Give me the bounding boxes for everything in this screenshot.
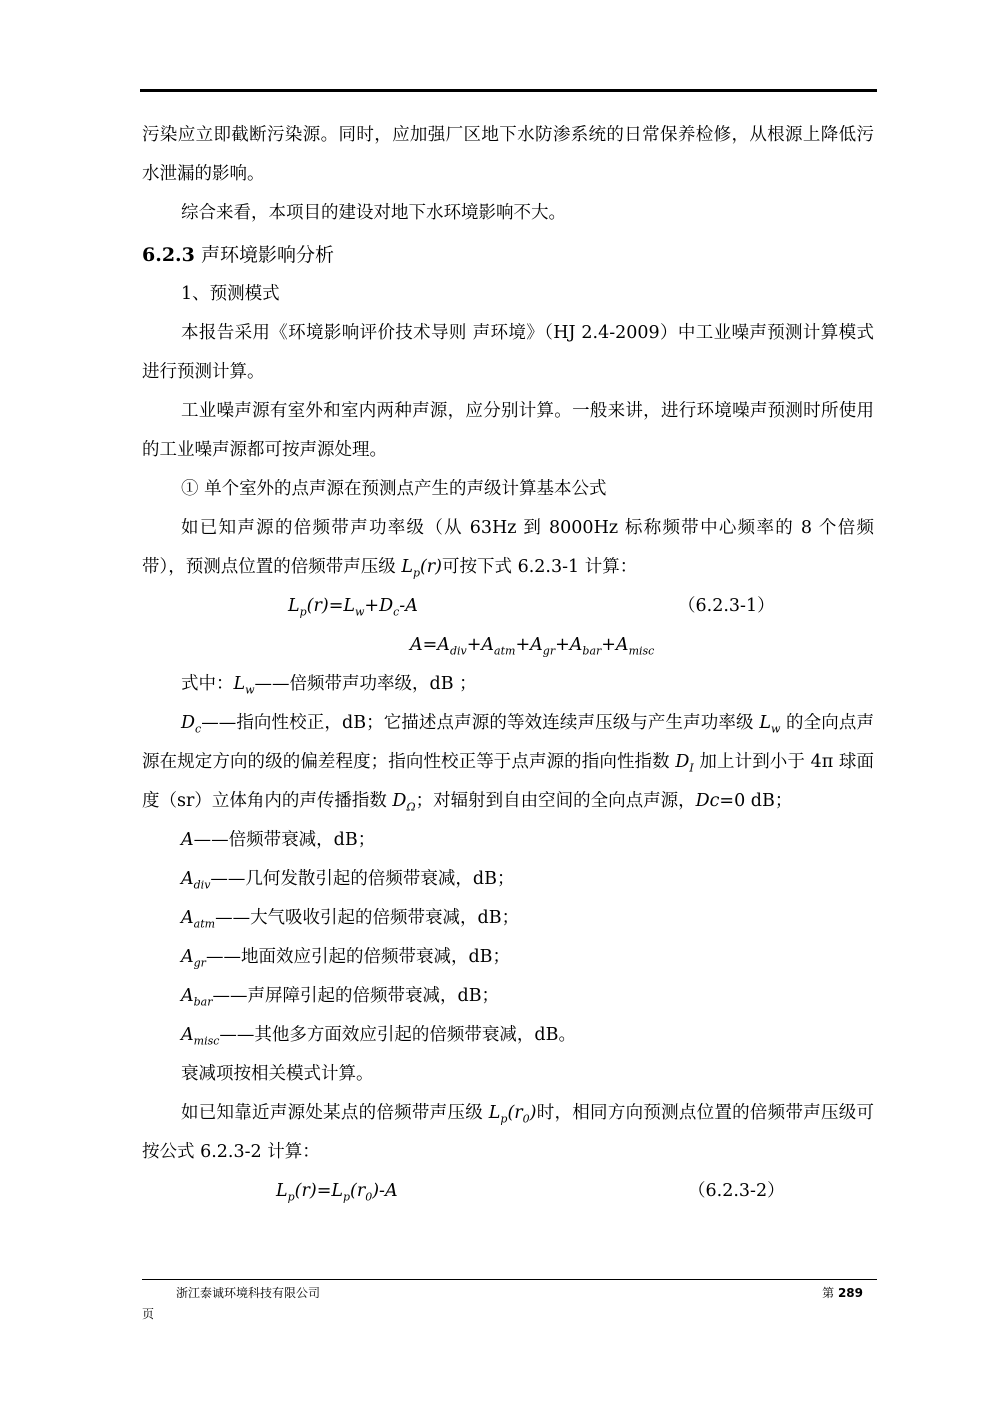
paragraph-method: 本报告采用《环境影响评价技术导则 声环境》（HJ 2.4-2009）中工业噪声预测计算模式进行预测计算。 bbox=[142, 323, 874, 382]
section-heading bbox=[142, 235, 874, 275]
definition-agr: $A_{gr}——$地面效应引起的倍频带衰减，dB； bbox=[181, 947, 511, 970]
equation-2 bbox=[142, 1172, 874, 1211]
equation-1-formula: $L_p(r)=L_w+D_c-A$ bbox=[288, 596, 418, 619]
definition-adiv: $A_{div}——$几何发散引起的倍频带衰减，dB； bbox=[181, 869, 515, 892]
paragraph-sources: 工业噪声源有室外和室内两种声源，应分别计算。一般来讲，进行环境噪声预测时所使用的工业噪声源都可按声源处理。 bbox=[142, 401, 874, 460]
paragraph-octave: 如已知声源的倍频带声功率级（从 63Hz 到 8000Hz 标称频带中心频率的 8 个倍频带），预测点位置的倍频带声压级 $L_p(r)$可按下式 6.2.3-1 计算： bbox=[142, 518, 874, 580]
paragraph-summary: 综合来看，本项目的建设对地下水环境影响不大。 bbox=[181, 203, 566, 223]
equation-attenuation-formula: $A=A_{div}+A_{atm}+A_{gr}+A_{bar}+A_{misc}$ bbox=[410, 635, 655, 658]
header-rule bbox=[140, 89, 877, 92]
definition-amisc: $A_{misc}——$其他多方面效应引起的倍频带衰减，dB。 bbox=[181, 1025, 576, 1048]
subheading-formula: ① 单个室外的点声源在预测点产生的声级计算基本公式 bbox=[181, 479, 607, 499]
section-number: 6.2.3 bbox=[142, 244, 195, 266]
definition-dc: $D_c——$指向性校正，dB；它描述点声源的等效连续声压级与产生声功率级 $L_w$ 的全向点声源在规定方向的级的偏差程度；指向性校正等于点声源的指向性指数 $D_I$ 加上计到小于 4π 球面度（sr）立体角内的声传播指数 $D_\Omega$；对辐射到自由空间的全向点声源，Dc=0 dB； bbox=[142, 713, 875, 814]
document-body bbox=[142, 116, 874, 1211]
definition-aatm: $A_{atm}——$大气吸收引起的倍频带衰减，dB； bbox=[181, 908, 520, 931]
equation-1 bbox=[142, 587, 874, 626]
footer-page-suffix: 页 bbox=[142, 1307, 155, 1321]
equation-attenuation bbox=[142, 626, 874, 665]
item-heading: 1、预测模式 bbox=[181, 284, 280, 304]
section-title: 声环境影响分析 bbox=[200, 244, 334, 266]
footer-page-number: 第 289 bbox=[822, 1286, 863, 1300]
definition-lw: 式中：$L_w——$倍频带声功率级，dB ； bbox=[181, 674, 477, 697]
definition-abar: $A_{bar}——$声屏障引起的倍频带衰减，dB； bbox=[181, 986, 500, 1009]
equation-2-number: （6.2.3-2） bbox=[688, 1181, 785, 1201]
paragraph-reference-point: 如已知靠近声源处某点的倍频带声压级 $L_p(r_0)$时，相同方向预测点位置的倍频带声压级可按公式 6.2.3-2 计算： bbox=[142, 1103, 874, 1162]
footer-company: 浙江泰诚环境科技有限公司 bbox=[176, 1286, 321, 1300]
paragraph-continuation: 污染应立即截断污染源。同时，应加强厂区地下水防渗系统的日常保养检修，从根源上降低污水泄漏的影响。 bbox=[142, 125, 874, 184]
definition-a: A——倍频带衰减，dB； bbox=[181, 830, 376, 850]
footer-rule bbox=[142, 1279, 877, 1280]
equation-2-formula: $L_p(r)=L_p(r_0)-A$ bbox=[276, 1181, 398, 1204]
equation-1-number: （6.2.3-1） bbox=[678, 596, 775, 616]
paragraph-attenuation-note: 衰减项按相关模式计算。 bbox=[181, 1064, 374, 1084]
